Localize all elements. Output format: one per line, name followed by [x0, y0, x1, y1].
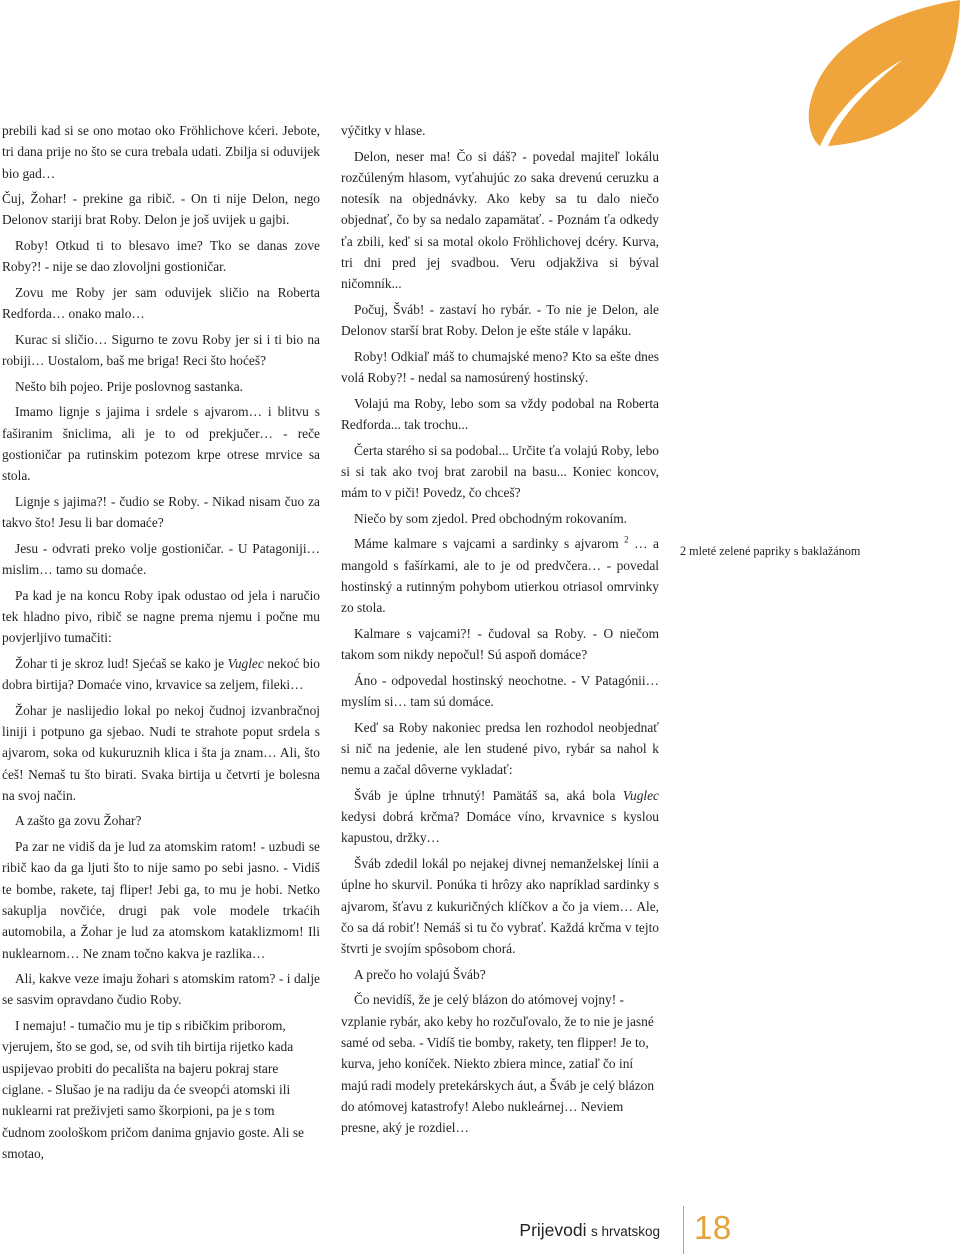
- right-text-column: [341, 120, 659, 1143]
- paragraph: A zašto ga zovu Žohar?: [15, 813, 142, 829]
- text-run: nekoć bio dobra birtija? Domaće vino, krvavice sa zeljem, fileki…: [2, 655, 321, 693]
- paragraph: [341, 533, 659, 618]
- paragraph: Roby! Otkud ti to blesavo ime? Tko se danas zove Roby?! - nije se dao zlovoljni gostioničar.: [2, 238, 320, 275]
- paragraph: Imamo lignje s jajima i srdele s ajvarom… i blitvu s faširanim šniclima, ali je to od prekjučer… - reče gostioničar pa rutinskim potezom krpe otrese mrvice sa stola.: [2, 404, 320, 484]
- text-run: Šváb je úplne trhnutý! Pamätáš sa, aká bola: [354, 787, 623, 803]
- text-run: Máme kalmare s vajcami a sardinky s ajvarom: [354, 536, 625, 552]
- paragraph: I nemaju! - tumačio mu je tip s ribičkim priborom, vjerujem, što se god, se, od svih tih birtija rijetko kada uspijevao probiti do pecališta na bajeru pokraj stare ciglane. - Slušao je na radiju da će sveopći atomski ili nuklearni rat preživjeti samo škorpioni, pa je s tom čudnom zoološkom pričom danima gnjavio goste. Ali se smotao,: [2, 1018, 304, 1161]
- paragraph: Pa zar ne vidiš da je lud za atomskim ratom! - uzbudi se ribič kao da ga ljuti što to nije samo po sebi jasno. - Vidiš te bombe, rakete, taj fliper! Jebi ga, to mu je hobi. Netko sakuplja novčiće, drugi pak vole modele trkaćih automobila, a Žohar je lud za atomskom kataklizmom! Ili nuklearnom… Ne znam točno kakva je razlika…: [2, 839, 320, 961]
- paragraph: Pa kad je na koncu Roby ipak odustao od jela i naručio tek hladno pivo, ribič se nagne prema njemu i počne mu povjerljivo tumačiti:: [2, 587, 320, 646]
- paragraph: Kalmare s vajcami?! - čudoval sa Roby. - O niečom takom som nikdy nepočul! Sú aspoň domáce?: [341, 625, 659, 663]
- paragraph: prebili kad si se ono motao oko Fröhlichove kćeri. Jebote, tri dana prije no što se cura trebala udati. Zbilja si oduvijek bio gad…: [2, 123, 320, 181]
- paragraph: Počuj, Šváb! - zastaví ho rybár. - To nie je Delon, ale Delonov starší brat Roby. Delon je ešte stále v lapáku.: [341, 301, 659, 339]
- paragraph: Kurac si sličio… Sigurno te zovu Roby jer si i ti bio na robiji… Uostalom, baš me briga! Reci što hoćeš?: [2, 331, 320, 369]
- paragraph: Lignje s jajima?! - čudio se Roby. - Nikad nisam čuo za takvo što! Jesu li bar domaće?: [2, 493, 320, 531]
- paragraph: Delon, neser ma! Čo si dáš? - povedal majiteľ lokálu rozčúleným hlasom, vyťahujúc zo saka drevenú ceruzku a notesík na objednávky. Ako keby sa tu dalo niečo objednať, čo by sa nedalo zapamätať. - Poznám ťa odkedy ťa zbili, keď si sa motal okolo Fröhlichovej dcéry. Kurva, tri dni pred jej svadbou. Veru odjakživa si býval ničomník...: [341, 148, 659, 292]
- paragraph: Čo nevidíš, že je celý blázon do atómovej vojny! - vzplanie rybár, ako keby ho rozčuľovalo, že to nie je jasné samé od seba. - Vidíš tie bomby, rakety, ten flipper! Je to, kurva, jeho koníček. Niekto zbiera mince, zatiaľ čo iní majú radi modely pretekárskych áut, a Šváb je celý blázon do atómovej katastrofy! Alebo nukleárnej… Neviem presne, aký je rozdiel…: [341, 992, 655, 1136]
- paragraph: Roby! Odkiaľ máš to chumajské meno? Kto sa ešte dnes volá Roby?! - nedal sa namosúrený hostinský.: [341, 348, 659, 386]
- running-title: [519, 1220, 660, 1241]
- paragraph: Zovu me Roby jer sam oduvijek sličio na Roberta Redforda… onako malo…: [2, 284, 320, 322]
- footnote-ref: 2: [624, 534, 629, 545]
- paragraph: A prečo ho volajú Šváb?: [354, 966, 486, 982]
- italic-name: Vuglec: [227, 655, 264, 671]
- leaf-logo-icon: [798, 0, 960, 148]
- footer-divider: [683, 1206, 684, 1254]
- footnote: [680, 542, 956, 560]
- footnote-text: mleté zelené papriky s baklažánom: [689, 544, 861, 558]
- paragraph: Čerta starého si sa podobal... Určite ťa volajú Roby, lebo si si tak ako tvoj brat zarobil na basu... Koniec koncov, mám to v piči! Povedz, čo chceš?: [341, 442, 659, 501]
- paragraph: Niečo by som zjedol. Pred obchodným rokovaním.: [354, 510, 627, 526]
- left-text-column: [2, 120, 320, 1168]
- text-run: Žohar ti je skroz lud! Sjećaš se kako je: [15, 655, 228, 671]
- paragraph: výčitky v hlase.: [341, 123, 426, 138]
- text-run: kedysi dobrá krčma? Domáce víno, krvavnice s kyslou kapustou, držky…: [341, 809, 659, 846]
- paragraph: Keď sa Roby nakoniec predsa len rozhodol neobjednať si nič na jedenie, ale len studené pivo, rybár sa nahol k nemu a začal dôverne vykladať:: [341, 719, 659, 778]
- paragraph: Volajú ma Roby, lebo som sa vždy podobal na Roberta Redforda... tak trochu...: [341, 395, 659, 433]
- italic-name: Vuglec: [622, 787, 659, 803]
- page-footer: [520, 1206, 960, 1254]
- paragraph: [2, 653, 320, 696]
- paragraph: Čuj, Žohar! - prekine ga ribič. - On ti nije Delon, nego Delonov stariji brat Roby. Delon je još uvijek u gajbi.: [2, 191, 320, 228]
- paragraph: Áno - odpovedal hostinský neochotne. - V Patagónii… myslím si… tam sú domáce.: [341, 672, 659, 710]
- paragraph: Ali, kakve veze imaju žohari s atomskim ratom? - i dalje se sasvim opravdano čudio Roby.: [2, 971, 320, 1008]
- paragraph: Žohar je naslijedio lokal po nekoj čudnoj izvanbračnoj liniji i potpuno ga sjebao. Nudi te strahote poput srdela s ajvarom, soka od kukuruznih klica i šta ja znam… Ali, što ćeš! Nemaš tu što birati. Svaka birtija u četvrti je bolesna na svoj način.: [2, 702, 320, 803]
- running-title-light: s hrvatskog: [590, 1224, 660, 1239]
- paragraph: Nešto bih pojeo. Prije poslovnog sastanka.: [15, 378, 243, 394]
- page-number: 18: [694, 1209, 732, 1246]
- paragraph: [341, 785, 659, 849]
- leaf-shape: [809, 0, 960, 146]
- footnote-number: 2: [680, 544, 687, 558]
- running-title-strong: Prijevodi: [519, 1220, 587, 1240]
- paragraph: Šváb zdedil lokál po nejakej divnej nemanželskej línii a úplne ho skurvil. Ponúka ti hrôzy ako napríklad sardinky s ajvarom, šťavu z kukuričných klíčkov a čo ja viem… Ale, čo sa dá robiť! Nemáš si tu čo vybrať. Každá krčma v tejto štvrti je svojím spôsobom chorá.: [341, 856, 659, 957]
- text-run: … a mangold s fašírkami, ale to je od predvčera… - povedal hostinský a rutinným pohybom utierkou otriasol omrvinky zo stola.: [341, 536, 659, 616]
- paragraph: Jesu - odvrati preko volje gostioničar. - U Patagoniji… mislim… tamo su domaće.: [2, 540, 320, 578]
